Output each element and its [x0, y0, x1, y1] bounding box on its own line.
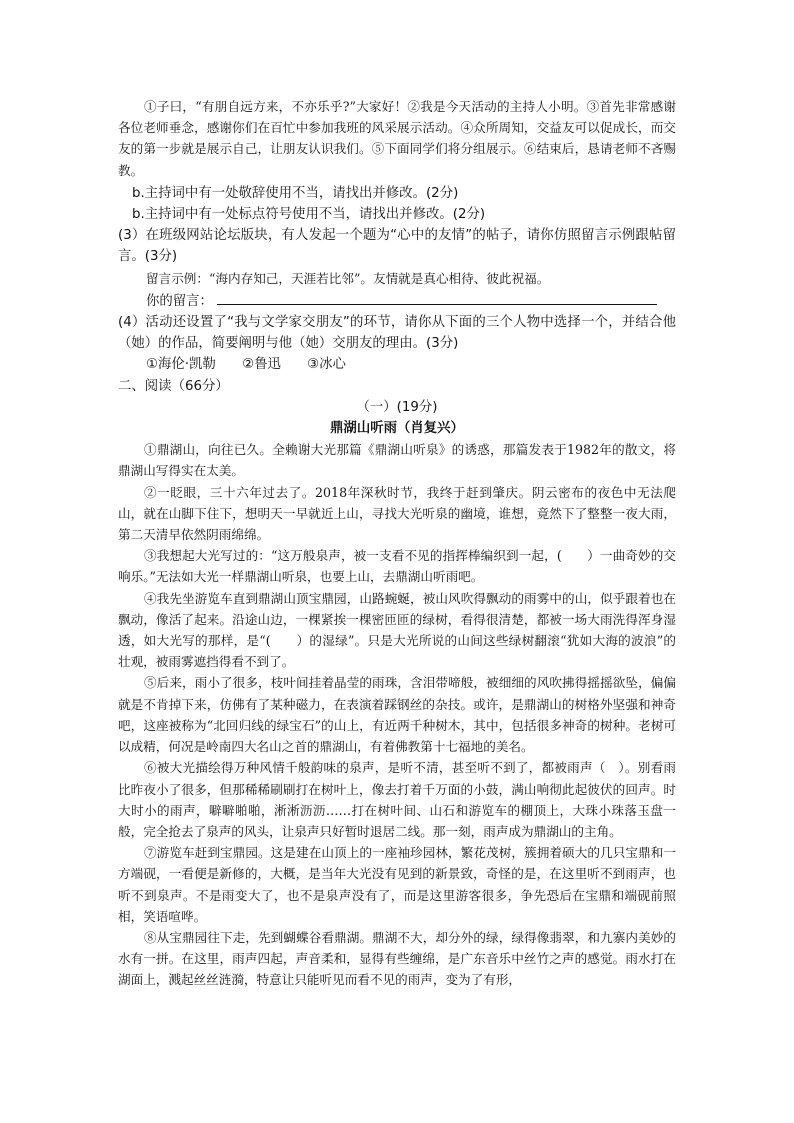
- your-message-label: 你的留言：: [146, 293, 213, 309]
- article-paragraph: ④我先坐游览车直到鼎湖山顶宝鼎园，山路蜿蜒，被山风吹得飘动的雨雾中的山，似乎跟着也在飘动，像活了起来。沿途山边，一棵紧挨一棵密匝匝的绿树，看得很清楚，都被一场大雨洗得浑身湿透，如大光写的那样，是“( ）的湿绿”。只是大光所说的山间这些绿树翻滚“犹如大海的波浪”的壮观，被雨雾遮挡得看不到了。: [118, 590, 676, 670]
- article-paragraph: ⑧从宝鼎园往下走，先到蝴蝶谷看鼎湖。鼎湖不大，却分外的绿，绿得像翡翠，和九寨内美妙的水有一拼。在这里，雨声四起，声音柔和，显得有些缠绵，是广东音乐中丝竹之声的感觉。雨水打在湖面上，溅起丝丝涟漪，特意让只能听见而看不见的雨声，变为了有形，: [118, 929, 676, 988]
- question-b1: b.主持词中有一处敬辞使用不当，请找出并修改。(2分): [132, 185, 459, 201]
- your-message-row: [118, 289, 676, 312]
- question-b2: b.主持词中有一处标点符号使用不当，请找出并修改。(2分): [132, 207, 486, 223]
- part-heading: （一）(19分): [356, 399, 438, 415]
- option-3: ③冰心: [307, 357, 346, 373]
- article-paragraph: ⑤后来，雨小了很多，枝叶间挂着晶莹的雨珠，含泪带啼般，被细细的风吹拂得摇摇欲坠，偏偏就是不肯掉下来，仿佛有了某种磁力，在表演着踩钢丝的杂技。或许，是鼎湖山的树格外坚强和神奇吧，这座被称为“北回归线的绿宝石”的山上，有近两千种树木，其中，包括很多神奇的树种。老树可以成精，何况是岭南四大名山之首的鼎湖山，有着佛教第十七福地的美名。: [118, 675, 676, 755]
- question-3: (3）在班级网站论坛版块，有人发起一个题为“心中的友情”的帖子，请你仿照留言示例跟帖留言。(3分): [118, 228, 676, 265]
- answer-line[interactable]: [217, 289, 657, 305]
- option-2: ②鲁迅: [242, 357, 281, 373]
- host-script: ①子曰，“有朋自远方来，不亦乐乎?”大家好！②我是今天活动的主持人小明。③首先非常感谢各位老师垂念，感谢你们在百忙中参加我班的风采展示活动。④众所周知，交益友可以促成长，而交友的第一步就是展示自己，让朋友认识我们。⑤下面同学们将分组展示。⑥结束后，恳请老师不吝赐教。: [118, 99, 676, 178]
- article-paragraph: ③我想起大光写过的：“这万般泉声，被一支看不见的指挥棒编织到一起，( ）一曲奇妙的交响乐。”无法如大光一样鼎湖山听泉，也要上山，去鼎湖山听雨吧。: [118, 548, 676, 585]
- article-paragraph: ⑦游览车赶到宝鼎园。这是建在山顶上的一座袖珍园林，繁花茂树，簇拥着硕大的几只宝鼎和一方端砚，一看便是新修的，大概，是当年大光没有见到的新景致，奇怪的是，在这里听不到雨声，也听不到泉声。不是雨变大了，也不是泉声没有了，而是这里游客很多，争先恐后在宝鼎和端砚前照相，笑语喧哗。: [118, 845, 676, 924]
- article-paragraph: ①鼎湖山，向往已久。全赖谢大光那篇《鼎湖山听泉》的诱惑，那篇发表于1982年的散文，将鼎湖山写得实在太美。: [118, 442, 676, 479]
- options-row: [118, 354, 676, 375]
- article-paragraph: ②一眨眼，三十六年过去了。2018年深秋时节，我终于赶到肇庆。阴云密布的夜色中无法爬山，就在山脚下住下，想明天一早就近上山，寻找大光听泉的幽境，谁想，竟然下了整整一夜大雨，第二天清早依然阴雨绵绵。: [118, 484, 676, 543]
- article-title: 鼎湖山听雨（肖复兴）: [330, 421, 464, 437]
- option-1: ①海伦·凯勒: [146, 357, 216, 373]
- message-example: 留言示例：“海内存知己，天涯若比邻”。友情就是真心相待、彼此祝福。: [146, 270, 550, 286]
- question-4: (4）活动还设置了“我与文学家交朋友”的环节，请你从下面的三个人物中选择一个，并结合他（她）的作品，简要阐明与他（她）交朋友的理由。(3分): [118, 315, 676, 352]
- section-heading: 二、阅读（66分）: [118, 378, 229, 394]
- article-paragraph: ⑥被大光描绘得万种风情千般韵味的泉声，是听不清，甚至听不到了，都被雨声（ ）。别看雨比昨夜小了很多，但那稀稀刷刷打在树叶上，像去打着千万面的小鼓，满山响彻此起彼伏的回声。时大时小的雨声，噼噼啪啪，淅淅沥沥……打在树叶间、山石和游览车的棚顶上，大珠小珠落玉盘一般，完全抢去了泉声的风头，让泉声只好暂时退居二线。那一刻，雨声成为鼎湖山的主角。: [118, 760, 676, 839]
